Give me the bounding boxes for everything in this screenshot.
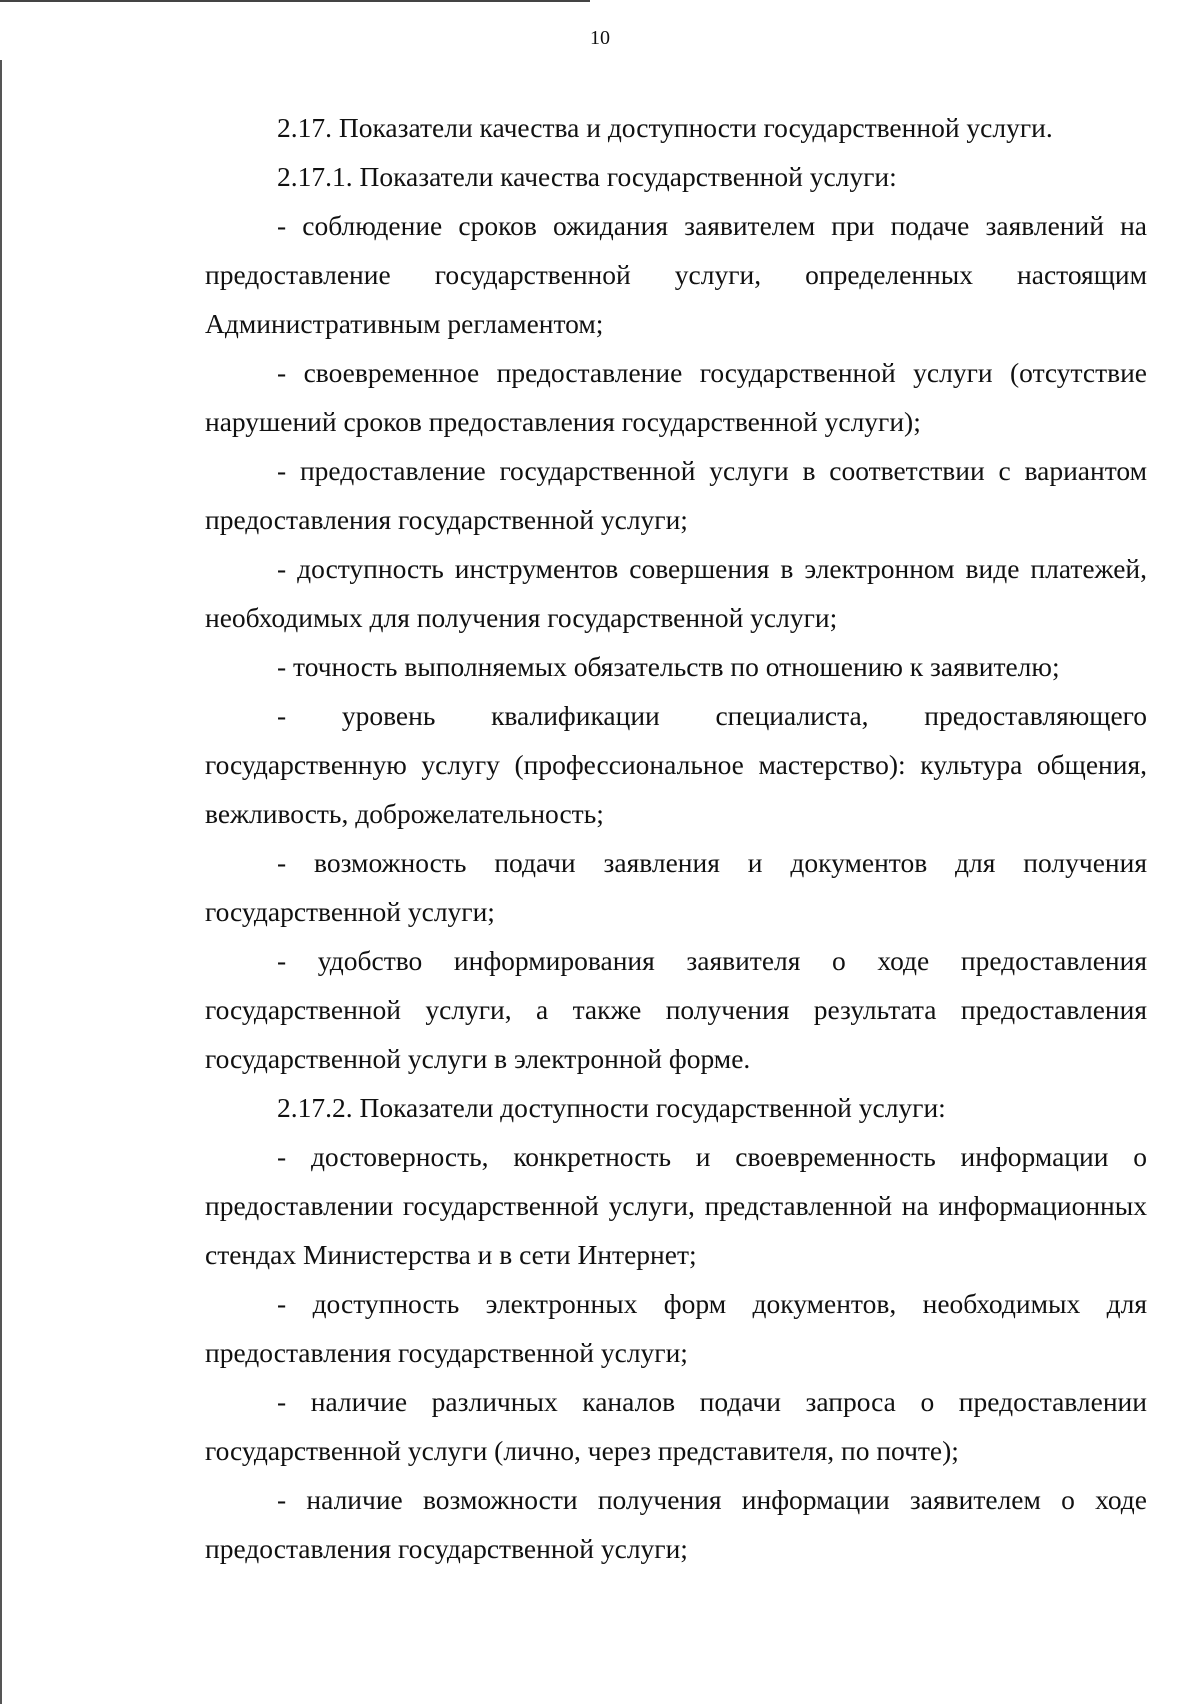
section-heading: 2.17. Показатели качества и доступности государственной услуги. (277, 112, 1053, 143)
quality-item: - доступность инструментов совершения в электронном виде платежей, необходимых для получения государственной услуги; (205, 553, 1147, 633)
quality-item: - предоставление государственной услуги в соответствии с вариантом предоставления государственной услуги; (205, 455, 1147, 535)
quality-heading: 2.17.1. Показатели качества государственной услуги: (277, 161, 897, 192)
quality-item: - соблюдение сроков ожидания заявителем при подаче заявлений на предоставление государственной услуги, определенных настоящим Административным регламентом; (205, 210, 1147, 339)
document-body (205, 103, 1147, 1573)
accessibility-item: - наличие различных каналов подачи запроса о предоставлении государственной услуги (лично, через представителя, по почте); (205, 1386, 1147, 1466)
page-number: 10 (590, 27, 610, 49)
accessibility-item: - доступность электронных форм документов, необходимых для предоставления государственной услуги; (205, 1288, 1147, 1368)
quality-item: - возможность подачи заявления и документов для получения государственной услуги; (205, 847, 1147, 927)
quality-item: - удобство информирования заявителя о ходе предоставления государственной услуги, а также получения результата предоставления государственной услуги в электронной форме. (205, 945, 1147, 1074)
quality-item: - уровень квалификации специалиста, предоставляющего государственную услугу (профессиональное мастерство): культура общения, вежливость, доброжелательность; (205, 700, 1147, 829)
accessibility-item: - достоверность, конкретность и своевременность информации о предоставлении государственной услуги, представленной на информационных стендах Министерства и в сети Интернет; (205, 1141, 1147, 1270)
quality-item: - своевременное предоставление государственной услуги (отсутствие нарушений сроков предоставления государственной услуги); (205, 357, 1147, 437)
scan-edge-left (0, 60, 2, 1704)
accessibility-heading: 2.17.2. Показатели доступности государственной услуги: (277, 1092, 946, 1123)
accessibility-item: - наличие возможности получения информации заявителем о ходе предоставления государственной услуги; (205, 1484, 1147, 1564)
scan-edge-top (0, 0, 590, 2)
quality-item: - точность выполняемых обязательств по отношению к заявителю; (277, 651, 1060, 682)
